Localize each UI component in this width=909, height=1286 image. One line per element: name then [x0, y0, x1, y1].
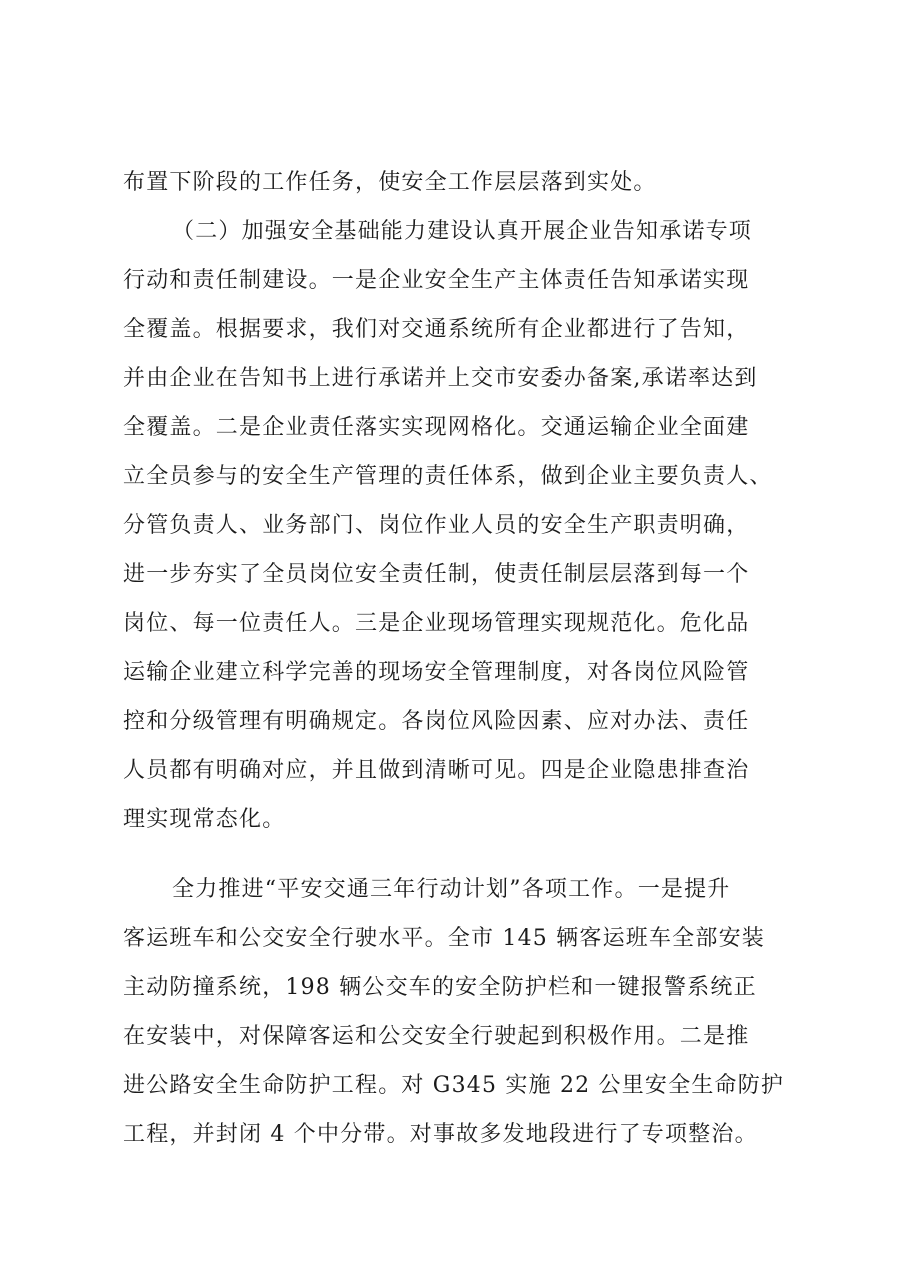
- paragraph-line: （二）加强安全基础能力建设认真开展企业告知承诺专项: [172, 219, 753, 244]
- paragraph-line: 立全员参与的安全生产管理的责任体系，做到企业主要负责人、: [123, 464, 773, 489]
- paragraph-line: 人员都有明确对应，并且做到清晰可见。四是企业隐患排查治: [123, 758, 750, 783]
- paragraph-line: 行动和责任制建设。一是企业安全生产主体责任告知承诺实现: [123, 268, 750, 293]
- paragraph-line: 进公路安全生命防护工程。对 G345 实施 22 公里安全生命防护: [123, 1073, 785, 1098]
- paragraph-line: 岗位、每一位责任人。三是企业现场管理实现规范化。危化品: [123, 611, 750, 636]
- paragraph-line: 并由企业在告知书上进行承诺并上交市安委办备案,承诺率达到: [123, 366, 758, 391]
- paragraph-line: 进一步夯实了全员岗位安全责任制，使责任制层层落到每一个: [123, 562, 750, 587]
- paragraph-line: 工程，并封闭 4 个中分带。对事故多发地段进行了专项整治。: [123, 1122, 758, 1147]
- paragraph-line: 分管负责人、业务部门、岗位作业人员的安全生产职责明确，: [123, 513, 750, 538]
- paragraph-line: 全力推进“平安交通三年行动计划”各项工作。一是提升: [172, 877, 731, 902]
- paragraph-line: 主动防撞系统，198 辆公交车的安全防护栏和一键报警系统正: [123, 975, 757, 1000]
- paragraph-line: 运输企业建立科学完善的现场安全管理制度，对各岗位风险管: [123, 660, 750, 685]
- paragraph-line: 控和分级管理有明确规定。各岗位风险因素、应对办法、责任: [123, 709, 750, 734]
- paragraph-line: 布置下阶段的工作任务，使安全工作层层落到实处。: [123, 170, 657, 195]
- paragraph-line: 理实现常态化。: [123, 807, 286, 832]
- paragraph-line: 全覆盖。根据要求，我们对交通系统所有企业都进行了告知，: [123, 317, 750, 342]
- paragraph-line: 在安装中，对保障客运和公交安全行驶起到积极作用。二是推: [123, 1024, 750, 1049]
- paragraph-line: 全覆盖。二是企业责任落实实现网格化。交通运输企业全面建: [123, 415, 750, 440]
- paragraph-line: 客运班车和公交安全行驶水平。全市 145 辆客运班车全部安装: [123, 926, 765, 951]
